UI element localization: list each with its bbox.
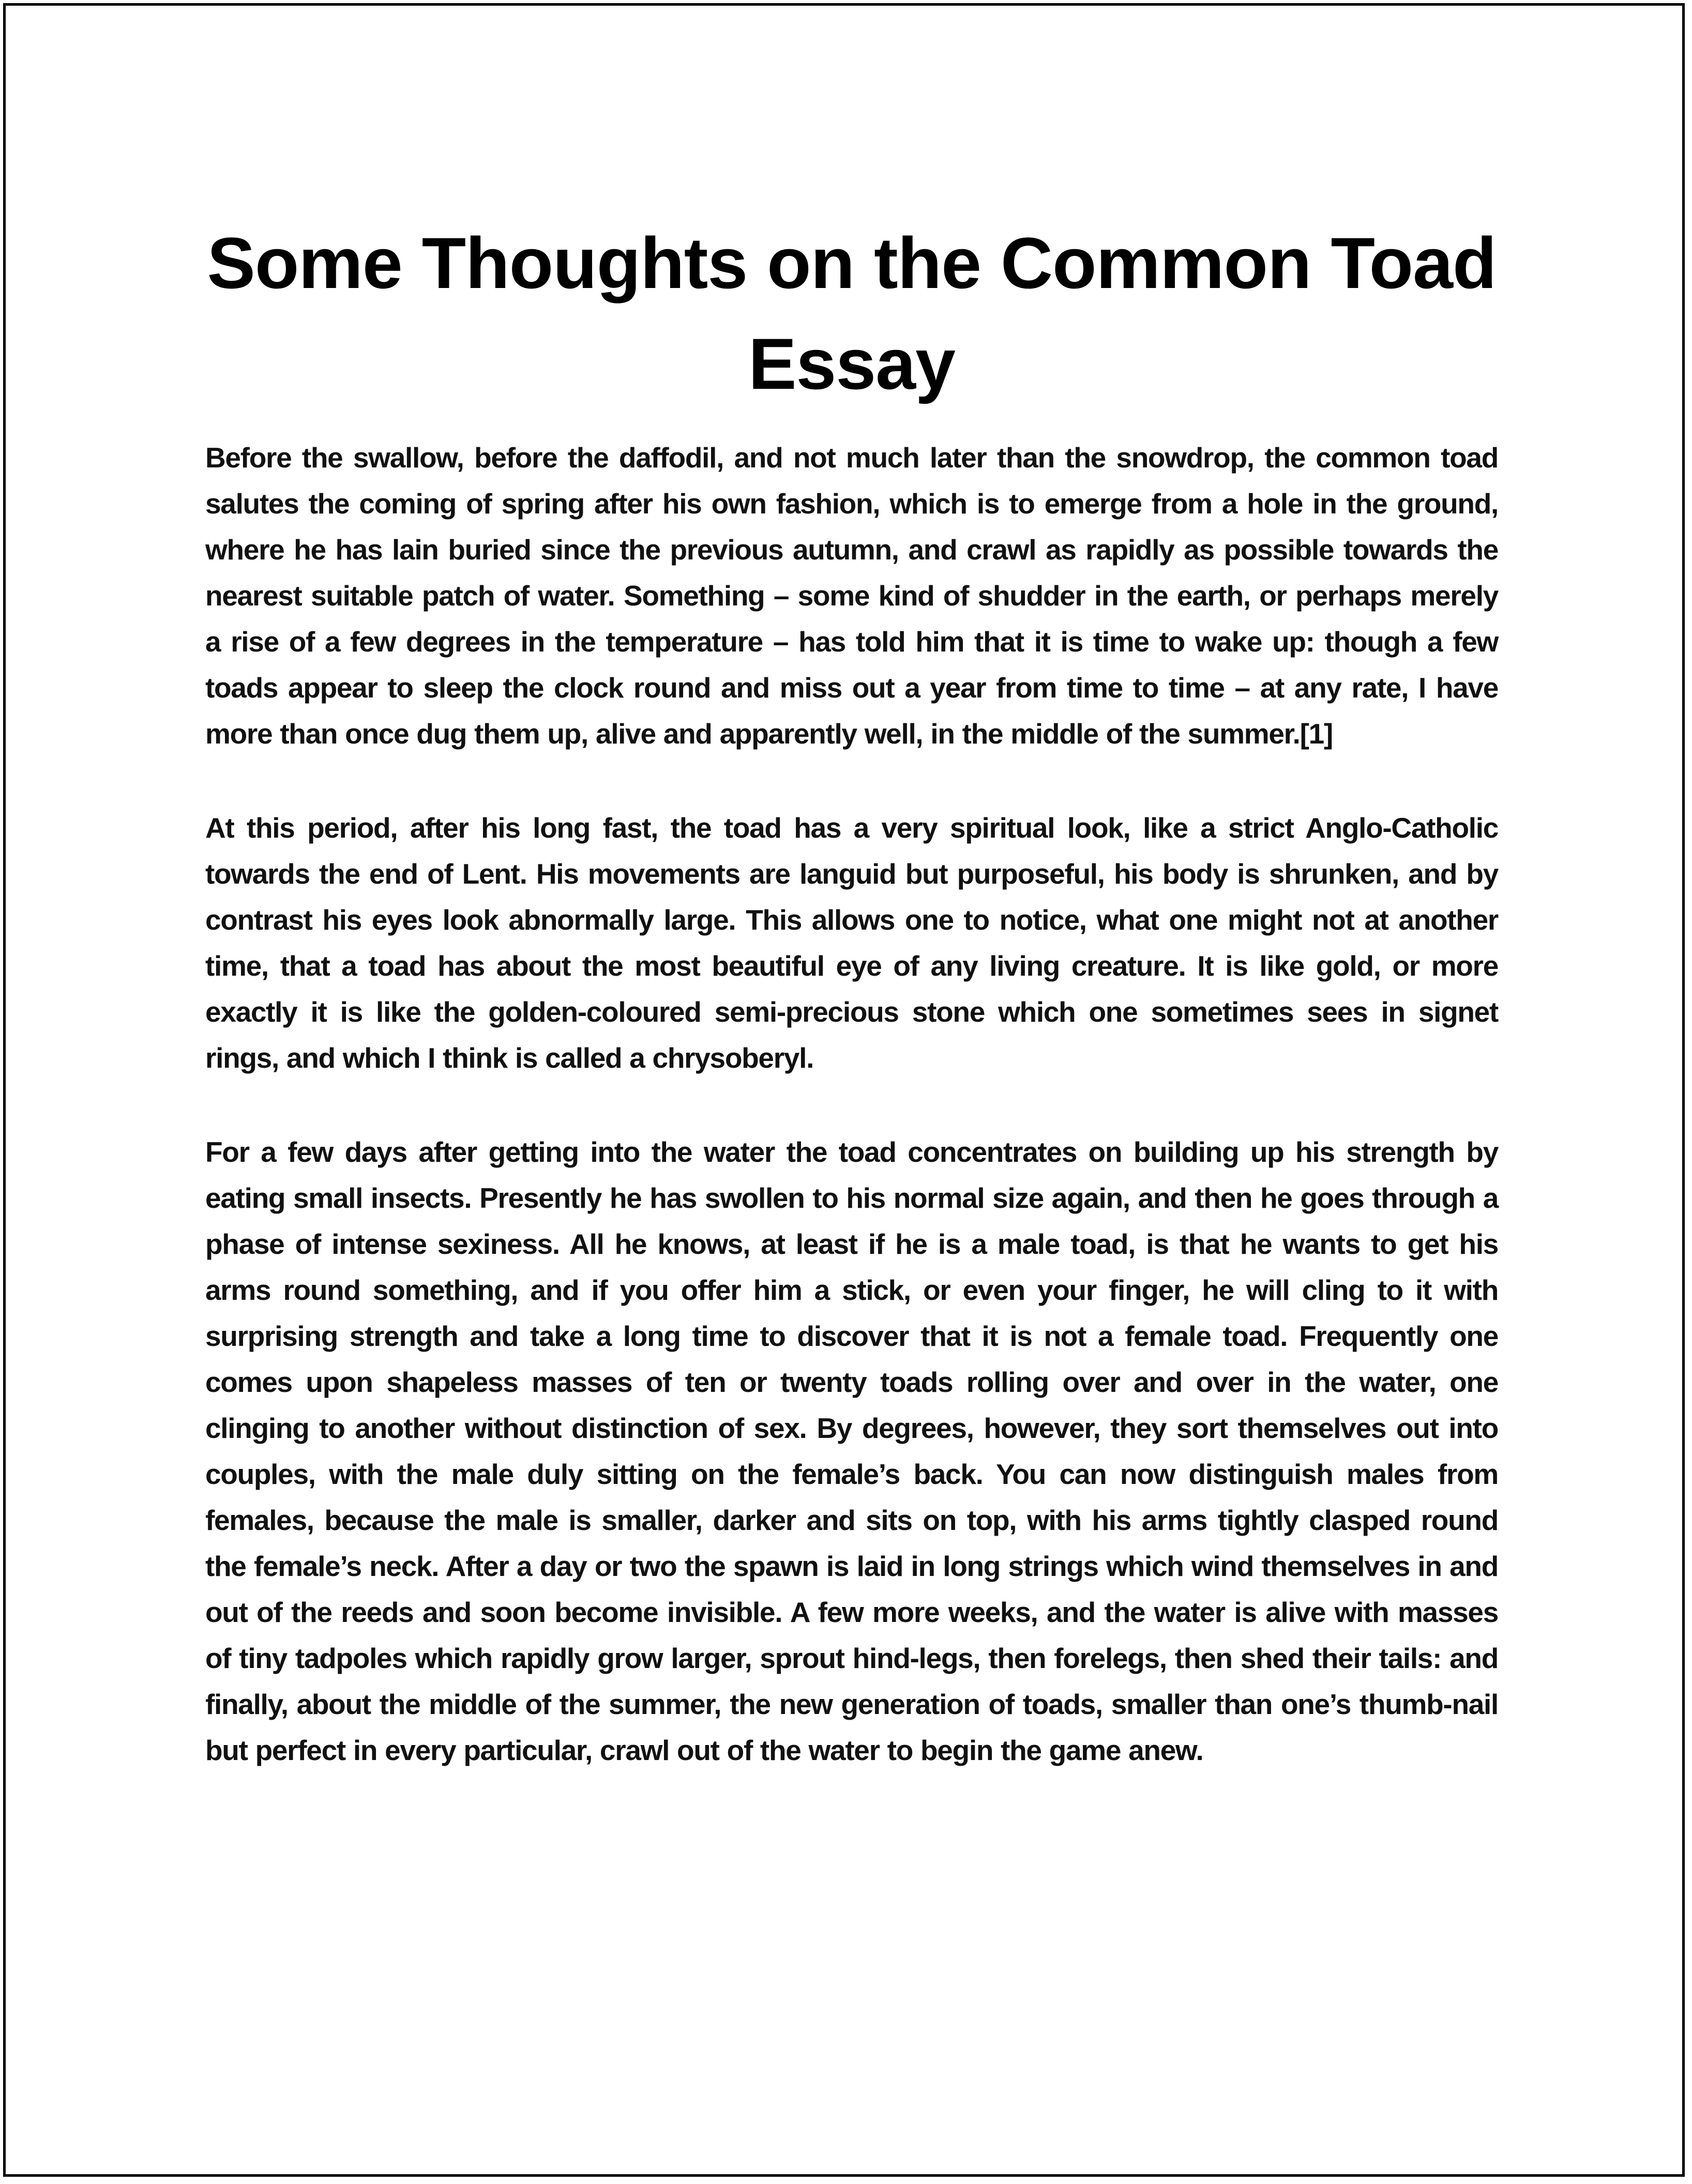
document-title: Some Thoughts on the Common Toad Essay (207, 222, 1497, 404)
document-content (205, 213, 1498, 1773)
paragraph-1: Before the swallow, before the daffodil, and not much later than the snowdrop, the common toad salutes the coming of spring after his own fashion, which is to emerge from a hole in the ground, where he has lain buried since the previous autumn, and crawl as rapidly as possible towards the nearest suitable patch of water. Something – some kind of shudder in the earth, or perhaps merely a rise of a few degrees in the temperature – has told him that it is time to wake up: though a few toads appear to sleep the clock round and miss out a year from time to time – at any rate, I have more than once dug them up, alive and apparently well, in the middle of the summer.[1] (205, 442, 1498, 750)
paragraph-3: For a few days after getting into the water the toad concentrates on building up his strength by eating small insects. Presently he has swollen to his normal size again, and then he goes through a phase of intense sexiness. All he knows, at least if he is a male toad, is that he wants to get his arms round something, and if you offer him a stick, or even your finger, he will cling to it with surprising strength and take a long time to discover that it is not a female toad. Frequently one comes upon shapeless masses of ten or twenty toads rolling over and over in the water, one clinging to another without distinction of sex. By degrees, however, they sort themselves out into couples, with the male duly sitting on the female’s back. You can now distinguish males from females, because the male is smaller, darker and sits on top, with his arms tightly clasped round the female’s neck. After a day or two the spawn is laid in long strings which wind themselves in and out of the reeds and soon become invisible. A few more weeks, and the water is alive with masses of tiny tadpoles which rapidly grow larger, sprout hind-legs, then forelegs, then shed their tails: and finally, about the middle of the summer, the new generation of toads, smaller than one’s thumb-nail but perfect in every particular, crawl out of the water to begin the game anew. (205, 1136, 1498, 1766)
document-page (3, 3, 1685, 2177)
document-body (205, 435, 1498, 1773)
paragraph-2: At this period, after his long fast, the toad has a very spiritual look, like a strict Anglo-Catholic towards the end of Lent. His movements are languid but purposeful, his body is shrunken, and by contrast his eyes look abnormally large. This allows one to notice, what one might not at another time, that a toad has about the most beautiful eye of any living creature. It is like gold, or more exactly it is like the golden-coloured semi-precious stone which one sometimes sees in signet rings, and which I think is called a chrysoberyl. (205, 812, 1498, 1074)
